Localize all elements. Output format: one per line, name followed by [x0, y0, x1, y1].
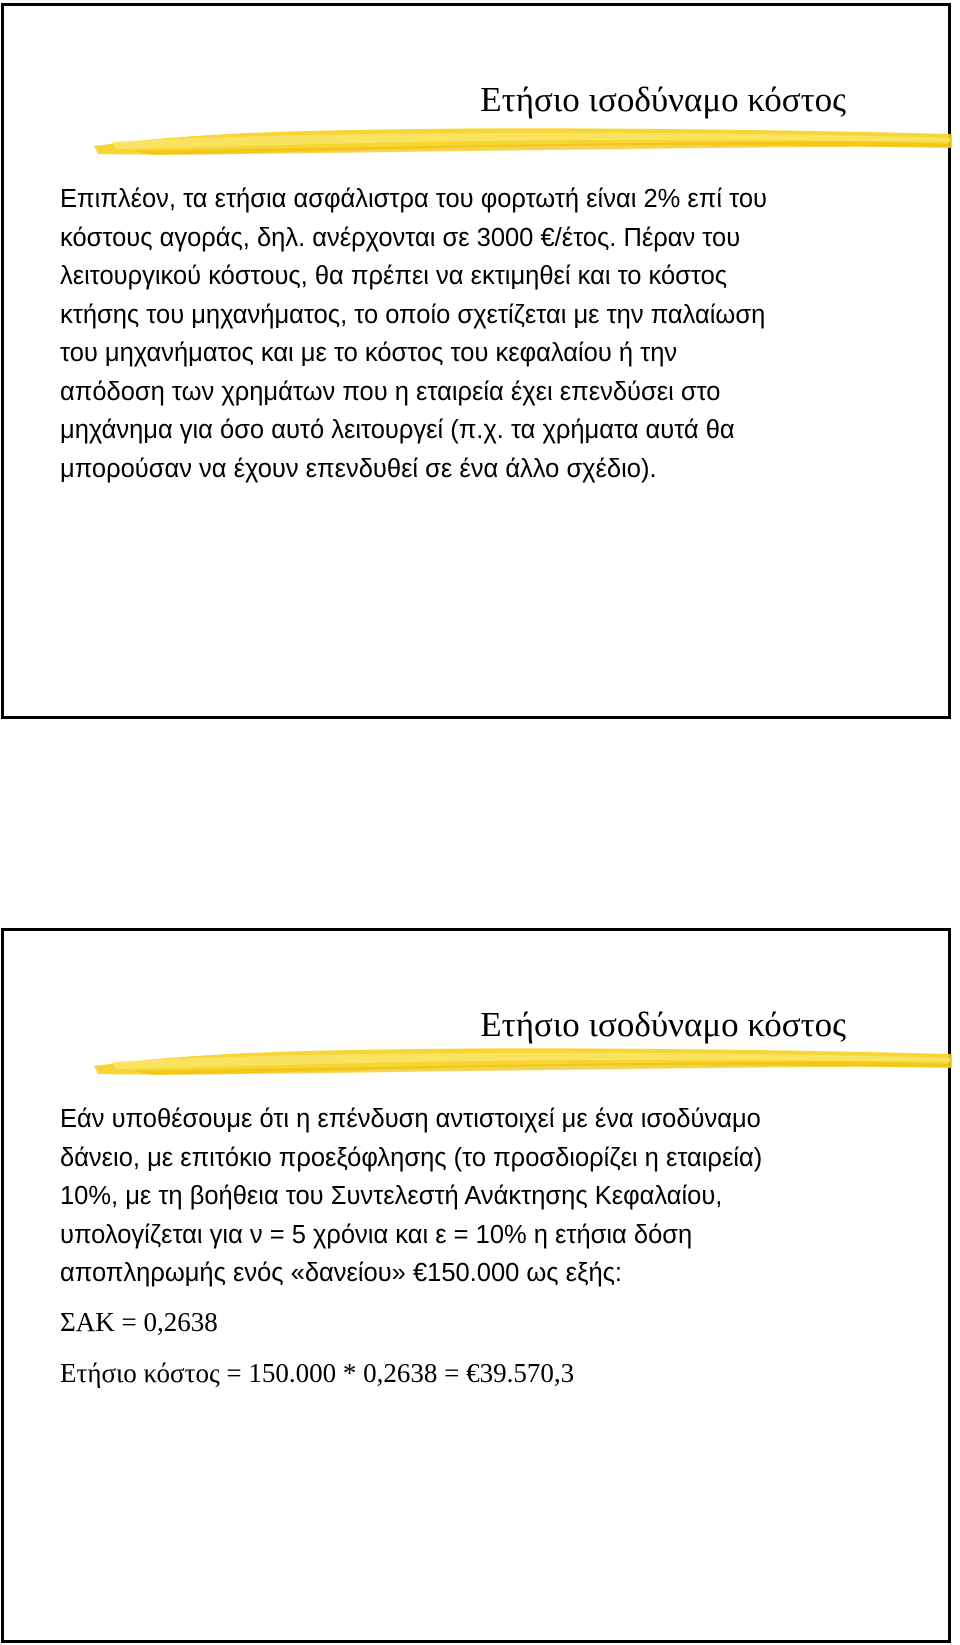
highlighter-brush-stroke [92, 1038, 954, 1088]
capital-recovery-factor-formula: ΣΑΚ = 0,2638 [60, 1307, 218, 1337]
text-line: υπολογίζεται για ν = 5 χρόνια και ε = 10% η ετήσια δόση [60, 1220, 693, 1249]
text-line: κτήσης του μηχανήματος, το οποίο σχετίζεται με την παλαίωση [60, 300, 766, 329]
text-line: απόδοση των χρημάτων που η εταιρεία έχει επενδύσει στο [60, 377, 721, 406]
text-line: 10%, με τη βοήθεια του Συντελεστή Ανάκτησης Κεφαλαίου, [60, 1182, 723, 1210]
text-line: δάνειο, με επιτόκιο προεξόφλησης (το προσδιορίζει η εταιρεία) [60, 1143, 763, 1172]
text-line: λειτουργικού κόστους, θα πρέπει να εκτιμηθεί και το κόστος [60, 262, 728, 290]
slide-1 [1, 3, 951, 719]
annual-cost-formula: Ετήσιο κόστος = 150.000 * 0,2638 = €39.570,3 [60, 1358, 575, 1388]
highlighter-brush-stroke [92, 118, 954, 168]
text-line: Επιπλέον, τα ετήσια ασφάλιστρα του φορτωτή είναι 2% επί του [60, 185, 767, 213]
text-line: αποπληρωμής ενός «δανείου» €150.000 ως εξής: [60, 1259, 623, 1287]
slide-title: Ετήσιο ισοδύναμο κόστος [480, 80, 846, 119]
slide-2 [1, 928, 951, 1643]
text-line: Εάν υποθέσουμε ότι η επένδυση αντιστοιχεί με ένα ισοδύναμο [60, 1105, 761, 1133]
text-line: μπορούσαν να έχουν επενδυθεί σε ένα άλλο σχέδιο). [60, 454, 657, 483]
text-line: μηχάνημα για όσο αυτό λειτουργεί (π.χ. τα χρήματα αυτά θα [60, 416, 735, 444]
slide-2-body [60, 1100, 900, 1293]
text-line: του μηχανήματος και με το κόστος του κεφαλαίου ή την [60, 339, 678, 367]
slide-1-body [60, 180, 900, 488]
slide-title: Ετήσιο ισοδύναμο κόστος [480, 1005, 846, 1044]
text-line: κόστους αγοράς, δηλ. ανέρχονται σε 3000 €/έτος. Πέραν του [60, 223, 741, 252]
